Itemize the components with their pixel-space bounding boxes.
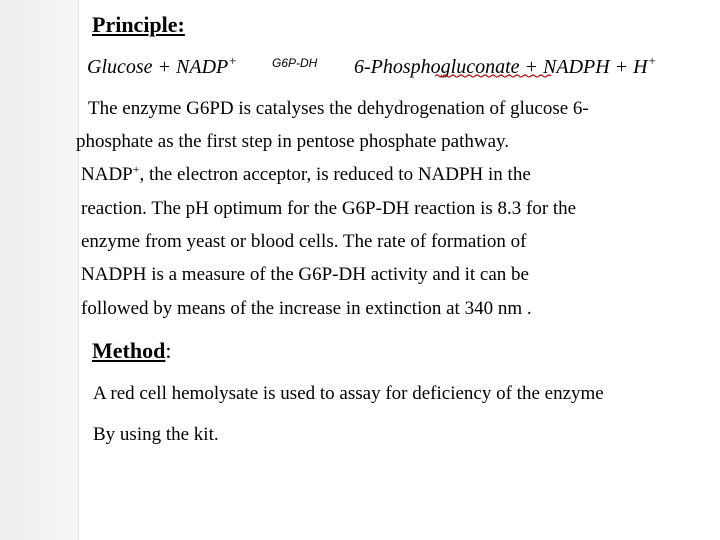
reactant-superscript: +	[228, 53, 238, 68]
paragraph-line-6: NADPH is a measure of the G6P-DH activity and it can be	[81, 264, 529, 285]
line-3-rest: , the electron acceptor, is reduced to NADPH in the	[139, 164, 531, 185]
method-line-1: A red cell hemolysate is used to assay for deficiency of the enzyme	[93, 383, 604, 404]
equation-reactant	[87, 53, 238, 79]
method-heading-text: Method	[92, 338, 166, 363]
spellcheck-squiggle	[435, 74, 553, 78]
paragraph-line-4: reaction. The pH optimum for the G6P-DH reaction is 8.3 for the	[81, 198, 577, 219]
nadp-text: NADP	[81, 164, 133, 185]
method-heading-colon: :	[165, 338, 172, 363]
paragraph-line-5: enzyme from yeast or blood cells. The rate of formation of	[81, 231, 527, 252]
principle-heading	[92, 12, 190, 38]
nadp-superscript: +	[132, 162, 140, 176]
method-heading	[92, 338, 171, 364]
principle-heading-text: Principle:	[92, 12, 185, 37]
reactant-text: Glucose + NADP	[87, 56, 229, 78]
enzyme-label: G6P-DH	[272, 56, 318, 70]
paragraph-line-1: The enzyme G6PD is catalyses the dehydrogenation of glucose 6-	[88, 98, 589, 119]
left-sidebar-bar	[0, 0, 78, 540]
product-text: 6-Phosphogluconate + NADPH + H	[354, 56, 648, 78]
product-superscript: +	[647, 53, 657, 68]
paragraph-line-2: phosphate as the first step in pentose phosphate pathway.	[76, 131, 510, 152]
sidebar-divider	[78, 0, 79, 540]
method-line-2: By using the kit.	[93, 424, 219, 445]
paragraph-line-7: followed by means of the increase in extinction at 340 nm .	[81, 298, 532, 319]
paragraph-line-3	[81, 158, 531, 192]
